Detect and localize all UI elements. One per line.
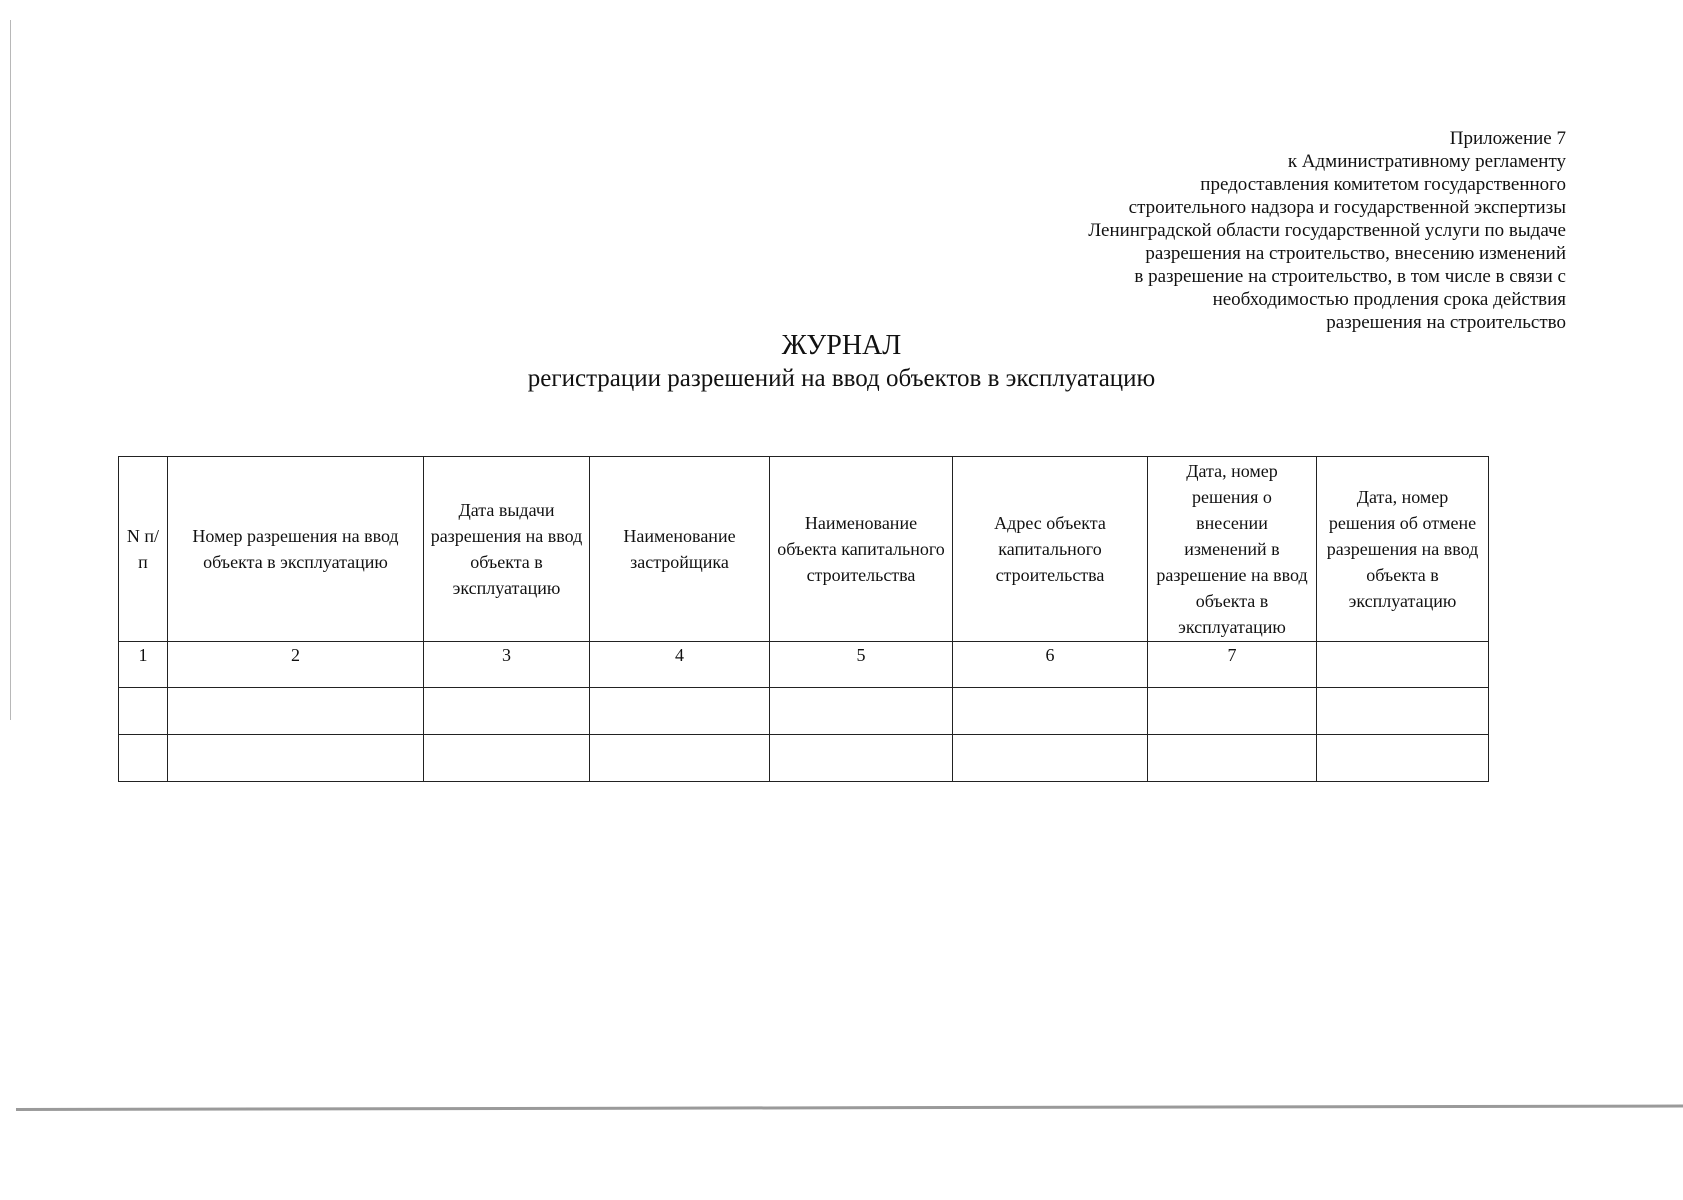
table-cell [168,688,424,735]
table-row [119,735,1489,782]
appendix-block [1006,127,1566,334]
document-title: ЖУРНАЛ [781,330,902,361]
column-number-cell: 6 [953,642,1148,688]
table-cell [953,735,1148,782]
appendix-line: строительного надзора и государственной экспертизы [1128,197,1566,218]
table-cell [1317,735,1489,782]
table-row [119,688,1489,735]
table-cell [424,735,590,782]
table-cell [770,688,953,735]
appendix-line: Приложение 7 [1449,128,1566,149]
header-cell-permit-number: Номер разрешения на ввод объекта в эксплуатацию [168,457,424,642]
column-number-row [119,642,1489,688]
journal-table [118,456,1489,782]
header-cell-amendment-decision: Дата, номер решения о внесении изменений в разрешение на ввод объекта в эксплуатацию [1148,457,1317,642]
table-cell [119,688,168,735]
column-number-cell: 2 [168,642,424,688]
table-cell [1317,688,1489,735]
appendix-line: разрешения на строительство, внесению изменений [1145,243,1566,264]
table-cell [953,688,1148,735]
header-cell-developer: Наименование застройщика [590,457,770,642]
column-number-cell [1317,642,1489,688]
table-cell [1148,688,1317,735]
table-cell [168,735,424,782]
column-number-cell: 3 [424,642,590,688]
header-cell-issue-date: Дата выдачи разрешения на ввод объекта в эксплуатацию [424,457,590,642]
table-cell [1148,735,1317,782]
column-number-cell: 5 [770,642,953,688]
header-cell-number: N п/п [119,457,168,642]
appendix-line: разрешения на строительство [1326,312,1566,333]
table-cell [119,735,168,782]
column-number-cell: 1 [119,642,168,688]
page-bottom-rule [16,1105,1683,1111]
table-cell [590,688,770,735]
column-number-cell: 4 [590,642,770,688]
appendix-line: в разрешение на строительство, в том числе в связи с [1134,266,1566,287]
appendix-line: к Административному регламенту [1287,151,1566,172]
table-header-row [119,457,1489,642]
header-cell-object-address: Адрес объекта капитального строительства [953,457,1148,642]
appendix-line: необходимостью продления срока действия [1212,289,1566,310]
table-cell [590,735,770,782]
empty-rows [119,688,1489,782]
header-cell-object-name: Наименование объекта капитального строительства [770,457,953,642]
appendix-line: Ленинградской области государственной услуги по выдаче [1088,220,1566,241]
appendix-line: предоставления комитетом государственного [1200,174,1566,195]
document-subtitle: регистрации разрешений на ввод объектов в эксплуатацию [527,365,1156,392]
column-number-cell: 7 [1148,642,1317,688]
table-cell [770,735,953,782]
table-cell [424,688,590,735]
title-block [0,329,1683,395]
header-cell-cancellation-decision: Дата, номер решения об отмене разрешения на ввод объекта в эксплуатацию [1317,457,1489,642]
